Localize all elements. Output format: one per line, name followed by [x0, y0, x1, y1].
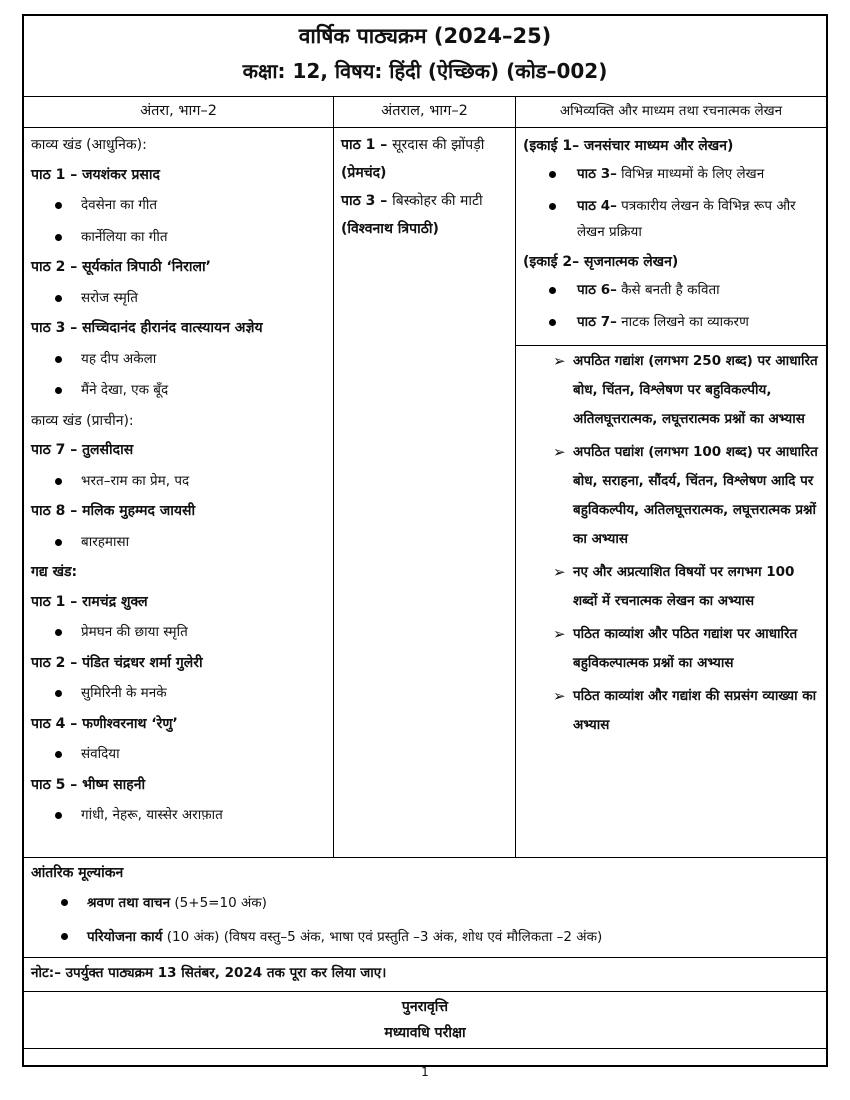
lesson-heading: पाठ 5 – भीष्म साहनी: [31, 776, 146, 793]
unit-1-heading: (इकाई 1– जनसंचार माध्यम और लेखन): [523, 138, 734, 154]
arrow-bullet-icon: ➢: [553, 625, 566, 643]
list-item-text: मैंने देखा, एक बूँद: [81, 382, 169, 398]
bullet-icon: [549, 319, 556, 326]
unit-2-list: [523, 277, 820, 335]
table-body-row: [24, 127, 826, 857]
lesson-title: नाटक लिखने का व्याकरण: [621, 314, 749, 330]
assessment-label: श्रवण तथा वाचन: [87, 895, 171, 911]
lesson-heading: पाठ 3 – सच्चिदानंद हीरानंद वात्स्यायन अज्ञेय: [31, 320, 263, 336]
bullet-icon: [55, 539, 62, 546]
lesson-heading: पाठ 8 – मलिक मुहम्मद जायसी: [31, 503, 196, 519]
assessment-item: [31, 886, 826, 920]
assessment-detail: (5+5=10 अंक): [170, 895, 267, 911]
antaral-author-1: (प्रेमचंद): [341, 165, 387, 181]
internal-assessment-row: [24, 857, 826, 957]
list-item-text: सरोज स्मृति: [81, 289, 138, 306]
practice-list: [523, 346, 820, 740]
unit-lesson-item: [523, 277, 820, 303]
page-number: 1: [421, 1065, 429, 1079]
document-header: [22, 20, 828, 87]
arrow-bullet-icon: ➢: [553, 687, 566, 705]
bullet-icon: [61, 933, 68, 940]
lesson-number: पाठ 3–: [577, 166, 617, 182]
syllabus-table: [24, 96, 826, 1049]
section-heading: गद्य खंड:: [31, 564, 78, 580]
lesson-heading: पाठ 1 – रामचंद्र शुक्ल: [31, 593, 148, 610]
bullet-icon: [55, 202, 62, 209]
list-item-text: सुमिरिनी के मनके: [81, 685, 167, 701]
lesson-title: सूरदास की झोंपड़ी: [392, 137, 485, 153]
midterm-exam-line: मध्यावधि परीक्षा: [384, 1025, 466, 1041]
antaral-column: [334, 128, 516, 857]
antaral-lesson-1: [341, 131, 509, 159]
arrow-bullet-icon: ➢: [553, 563, 566, 581]
bullet-icon: [55, 690, 62, 697]
note-text: नोट:– उपर्युक्त पाठ्यक्रम 13 सितंबर, 2024 तक पूरा कर लिया जाए।: [31, 965, 387, 981]
list-item: [31, 344, 327, 376]
bullet-icon: [61, 899, 68, 906]
list-item-text: गांधी, नेहरू, यास्सेर अराफ़ात: [81, 807, 223, 823]
lesson-number: पाठ 3 –: [341, 193, 393, 209]
practice-text: पठित काव्यांश और पठित गद्यांश पर आधारित बहुविकल्पात्मक प्रश्नों का अभ्यास: [573, 626, 798, 671]
bullet-icon: [549, 203, 556, 210]
list-item-text: संवदिया: [81, 746, 120, 762]
practice-item: [523, 682, 820, 740]
list-item: [31, 375, 327, 407]
lesson-heading: पाठ 1 – जयशंकर प्रसाद: [31, 166, 160, 183]
abhivyakti-column: [516, 128, 826, 857]
antara-column: [24, 128, 334, 857]
list-item: [31, 800, 327, 832]
arrow-bullet-icon: ➢: [553, 443, 566, 461]
revision-row: [24, 991, 826, 1049]
section-heading: काव्य खंड (आधुनिक):: [31, 137, 147, 153]
bullet-icon: [55, 356, 62, 363]
page-subtitle: कक्षा: 12, विषय: हिंदी (ऐच्छिक) (कोड–002): [242, 59, 608, 83]
practice-text: पठित काव्यांश और गद्यांश की सप्रसंग व्याख्या का अभ्यास: [573, 688, 817, 733]
lesson-heading: पाठ 4 – फणीश्वरनाथ ‘रेणु’: [31, 715, 178, 732]
list-item: [31, 466, 327, 498]
unit-lesson-item: [523, 161, 820, 187]
lesson-heading: पाठ 2 – सूर्यकांत त्रिपाठी ‘निराला’: [31, 259, 211, 275]
bullet-icon: [55, 812, 62, 819]
list-item-text: यह दीप अकेला: [81, 350, 157, 367]
bullet-icon: [55, 295, 62, 302]
table-header-row: [24, 96, 826, 127]
antaral-author-3: (विश्वनाथ त्रिपाठी): [341, 221, 439, 237]
list-item: [31, 283, 327, 315]
lesson-title: बिस्कोहर की माटी: [392, 193, 483, 209]
practice-text: अपठित पद्यांश (लगभग 100 शब्द) पर आधारित बोध, सराहना, सौंदर्य, चिंतन, विश्लेषण आदि पर बहुविकल्पीय, अतिलघूत्तरात्मक, लघूत्तरात्मक प्रश्नों का अभ्यास: [573, 444, 818, 547]
internal-assessment-title: आंतरिक मूल्यांकन: [31, 865, 124, 881]
list-item: [31, 190, 327, 222]
lesson-heading: पाठ 2 – पंडित चंद्रधर शर्मा गुलेरी: [31, 654, 203, 671]
unit-1-list: [523, 161, 820, 245]
bullet-icon: [549, 171, 556, 178]
bullet-icon: [549, 287, 556, 294]
lesson-title: कैसे बनती है कविता: [621, 282, 720, 298]
lesson-number: पाठ 1 –: [341, 137, 393, 153]
page-title: वार्षिक पाठ्यक्रम (2024–25): [298, 24, 552, 48]
practice-item: [523, 620, 820, 678]
column-header-antaral: अंतराल, भाग–2: [334, 97, 516, 127]
unit-lesson-item: [523, 193, 820, 245]
practice-item: [523, 558, 820, 616]
revision-line: पुनरावृत्ति: [401, 999, 449, 1015]
list-item: [31, 617, 327, 649]
practice-text: अपठित गद्यांश (लगभग 250 शब्द) पर आधारित बोध, चिंतन, विश्लेषण पर बहुविकल्पीय, अतिलघूत्तरात्मक, लघूत्तरात्मक प्रश्नों का अभ्यास: [573, 353, 818, 427]
column-header-antara: अंतरा, भाग–2: [24, 97, 334, 127]
note-row: [24, 957, 826, 991]
bullet-icon: [55, 629, 62, 636]
antara-list: [24, 128, 333, 832]
arrow-bullet-icon: ➢: [553, 352, 566, 370]
lesson-title: पत्रकारीय लेखन के विभिन्न रूप और लेखन प्रक्रिया: [577, 198, 796, 240]
unit-lesson-item: [523, 309, 820, 335]
internal-assessment-list: [31, 886, 826, 954]
practice-item: [523, 347, 820, 434]
list-item-text: कार्नेलिया का गीत: [81, 228, 168, 245]
list-item: [31, 678, 327, 710]
bullet-icon: [55, 234, 62, 241]
antaral-lesson-3: [341, 187, 509, 215]
lesson-number: पाठ 7–: [577, 314, 617, 330]
bullet-icon: [55, 478, 62, 485]
bullet-icon: [55, 751, 62, 758]
practice-text: नए और अप्रत्याशित विषयों पर लगभग 100 शब्दों में रचनात्मक लेखन का अभ्यास: [573, 564, 795, 609]
list-item-text: भरत–राम का प्रेम, पद: [81, 472, 190, 489]
assessment-label: परियोजना कार्य: [87, 929, 163, 945]
section-heading: काव्य खंड (प्राचीन):: [31, 412, 134, 429]
list-item: [31, 739, 327, 771]
list-item-text: प्रेमघन की छाया स्मृति: [81, 624, 188, 640]
assessment-detail: (10 अंक) (विषय वस्तु–5 अंक, भाषा एवं प्रस्तुति –3 अंक, शोध एवं मौलिकता –2 अंक): [162, 929, 603, 945]
unit-2-heading: (इकाई 2– सृजनात्मक लेखन): [523, 254, 679, 270]
lesson-heading: पाठ 7 – तुलसीदास: [31, 442, 134, 458]
list-item-text: बारहमासा: [81, 533, 130, 550]
bullet-icon: [55, 387, 62, 394]
list-item: [31, 222, 327, 254]
lesson-title: विभिन्न माध्यमों के लिए लेखन: [621, 166, 765, 182]
lesson-number: पाठ 6–: [577, 282, 617, 298]
assessment-item: [31, 920, 826, 954]
practice-item: [523, 438, 820, 554]
list-item-text: देवसेना का गीत: [81, 197, 158, 213]
list-item: [31, 527, 327, 559]
column-header-abhivyakti: अभिव्यक्ति और माध्यम तथा रचनात्मक लेखन: [559, 103, 783, 119]
lesson-number: पाठ 4–: [577, 198, 617, 214]
